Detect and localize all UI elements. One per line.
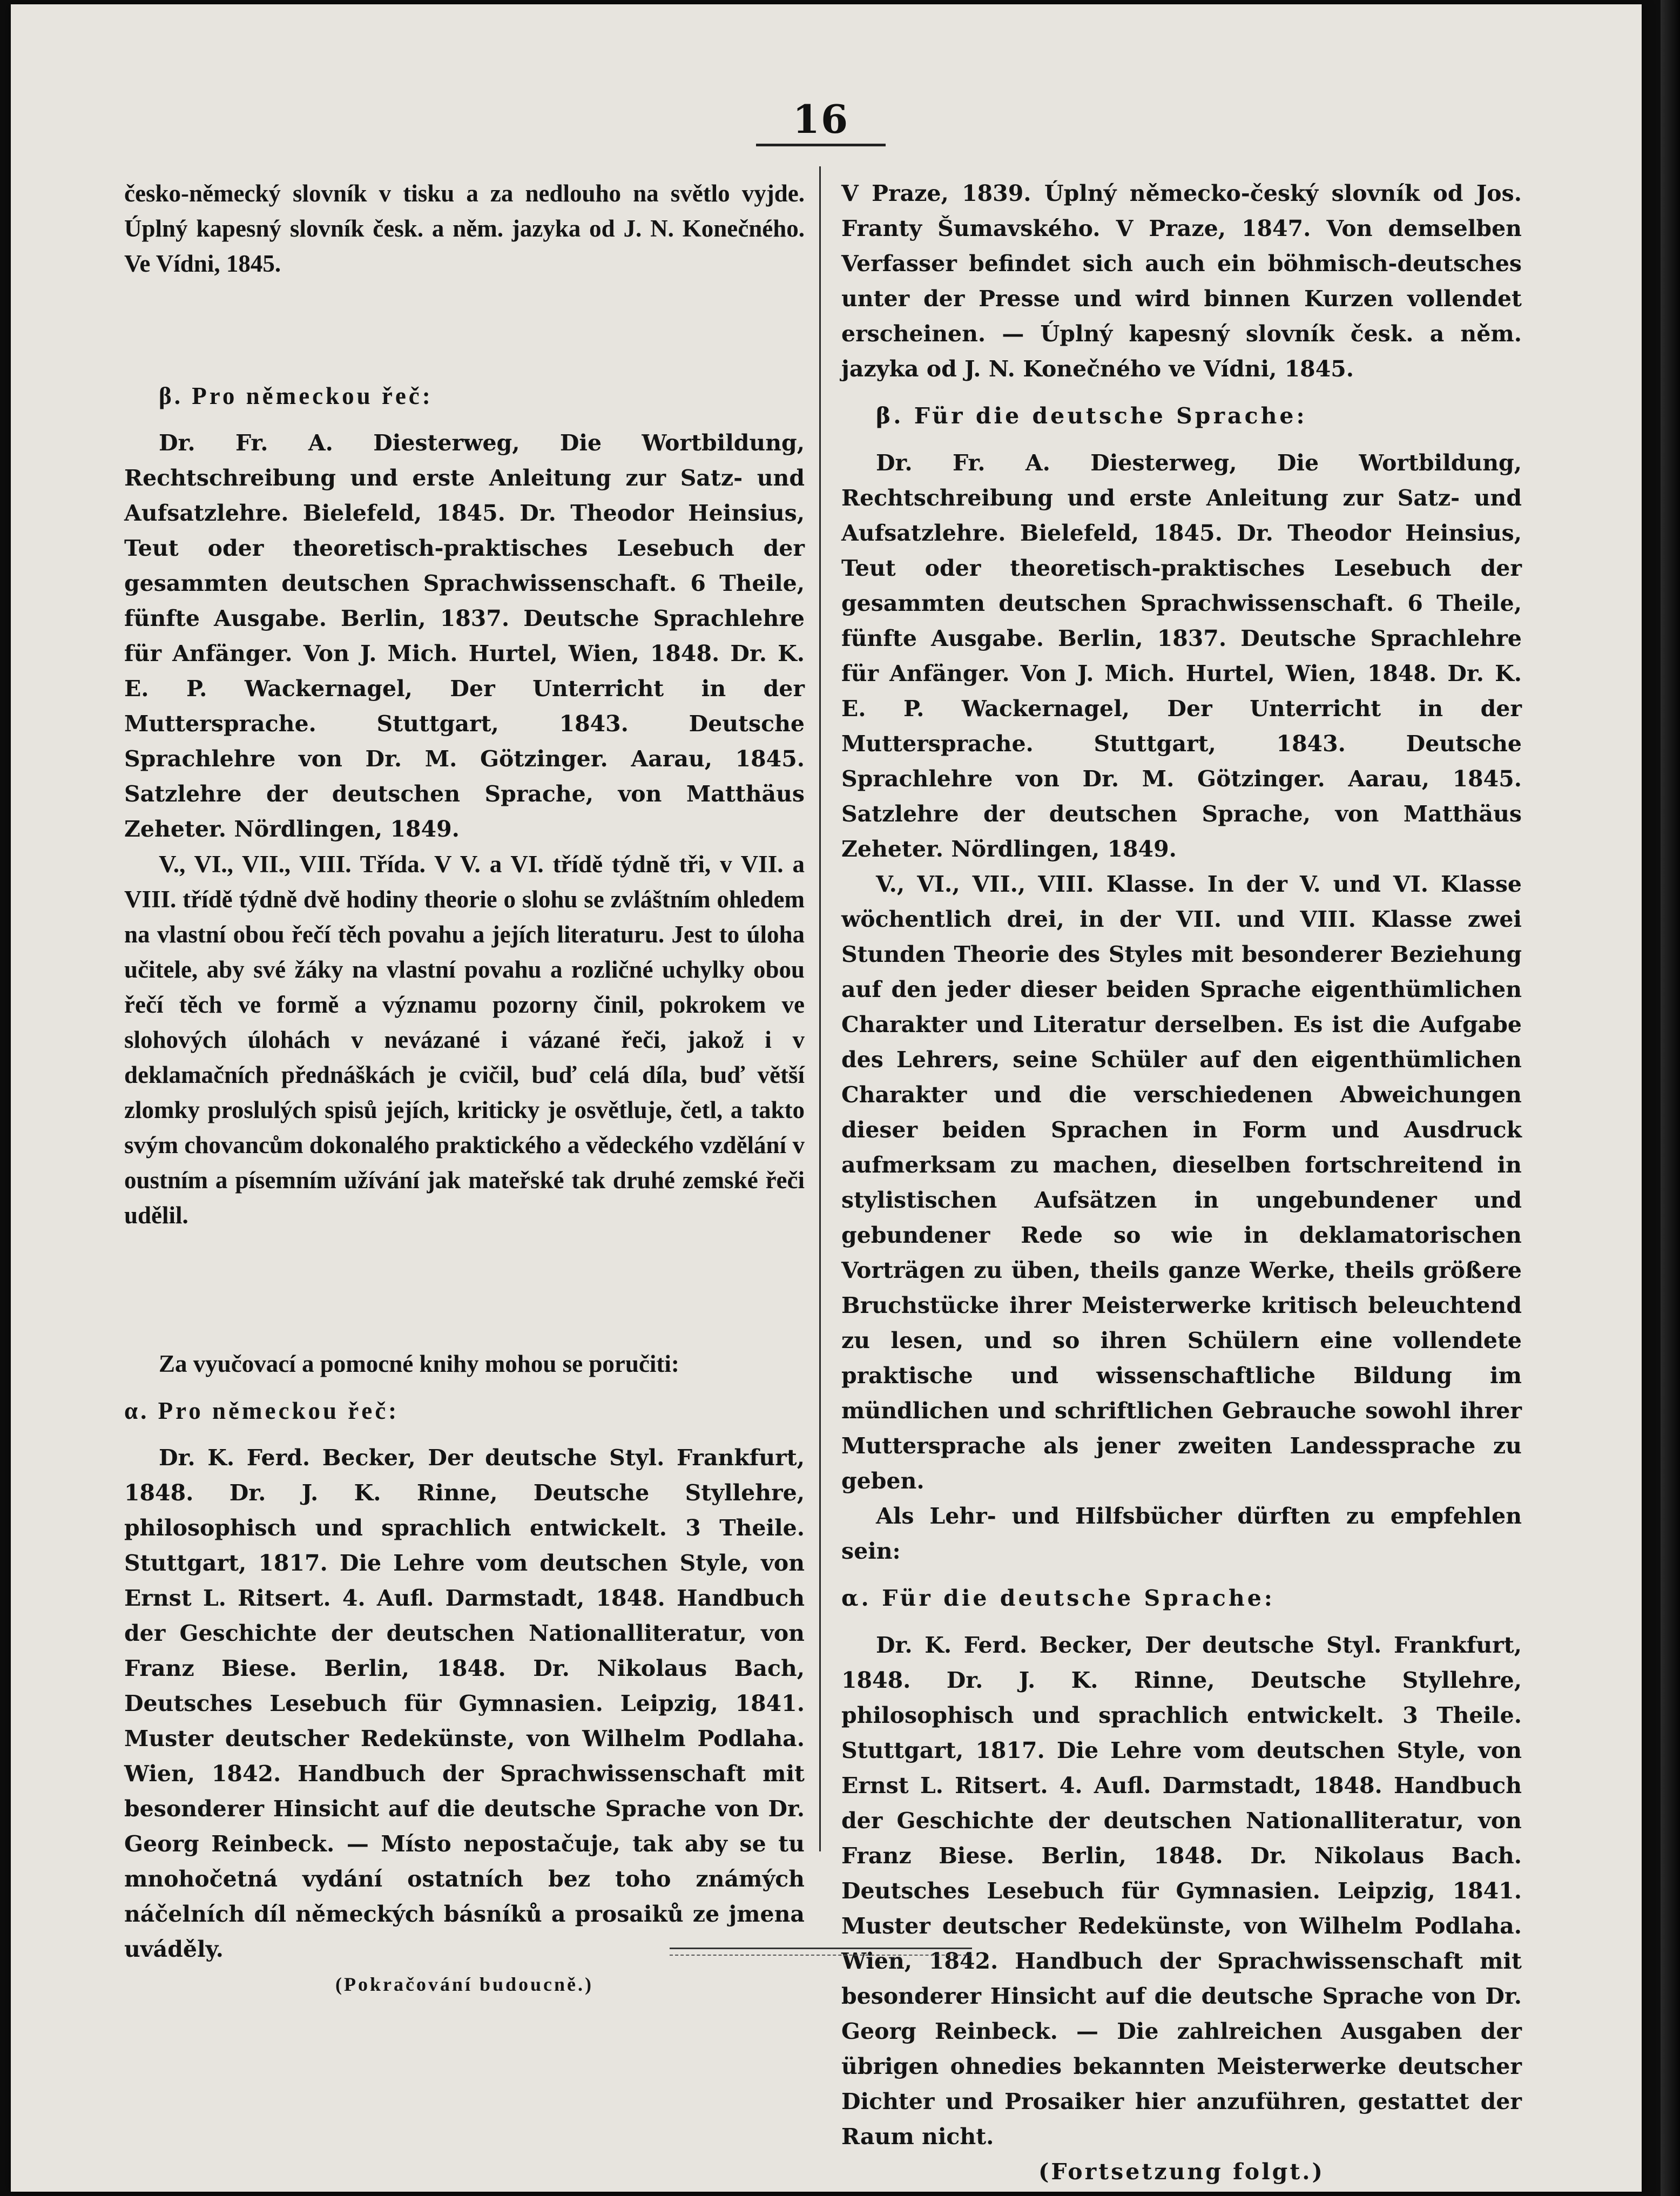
left-continuation-note: (Pokračování budoucně.) [335,1973,594,1995]
right-beta-heading: β. Für die deutsche Sprache: [876,403,1307,429]
page-number-rule [756,144,886,146]
left-beta-heading: β. Pro německou řeč: [159,382,433,409]
right-column-german [841,176,1522,2190]
right-books-intro: Als Lehr- und Hilfsbücher dürften zu empfehlen sein: [841,1503,1522,1564]
document-page [11,4,1642,2192]
right-beta-booklist: Dr. Fr. A. Diesterweg, Die Wortbildung, Rechtschreibung und erste Anleitung zur Satz- und Aufsatzlehre. Bielefeld, 1845. Dr. Theodor Heinsius, Teut oder theoretisch-praktisches Lesebuch der gesammten deutschen Sprachwissenschaft. 6 Theile, fünfte Ausgabe. Berlin, 1837. Deutsche Sprachlehre für Anfänger. Von J. Mich. Hurtel, Wien, 1848. Dr. K. E. P. Wackernagel, Der Unterricht in der Muttersprache. Stuttgart, 1843. Deutsche Sprachlehre von Dr. M. Götzinger. Aarau, 1845. Satzlehre der deutschen Sprache, von Matthäus Zeheter. Nördlingen, 1849. [841,450,1522,862]
left-alpha-heading: α. Pro německou řeč: [124,1397,400,1424]
right-alpha-heading: α. Für die deutsche Sprache: [841,1585,1275,1611]
left-books-intro: Za vyučovací a pomocné knihy mohou se poručiti: [159,1350,679,1377]
left-intro-paragraph: česko-německý slovník v tisku a za nedlouho na světlo vyjde. Úplný kapesný slovník česk. a něm. jazyka od J. N. Konečného. Ve Vídni, 1845. [124,180,805,277]
end-of-section-rule [670,1948,972,1956]
left-column-czech [124,176,805,2002]
column-divider [819,166,821,1851]
left-alpha-booklist: Dr. K. Ferd. Becker, Der deutsche Styl. Frankfurt, 1848. Dr. J. K. Rinne, Deutsche Styllehre, philosophisch und sprachlich entwickelt. 3 Theile. Stuttgart, 1817. Die Lehre vom deutschen Style, von Ernst L. Ritsert. 4. Aufl. Darmstadt, 1848. Handbuch der Geschichte der deutschen Nationalliteratur, von Franz Biese. Berlin, 1848. Dr. Nikolaus Bach, Deutsches Lesebuch für Gymnasien. Leipzig, 1841. Muster deutscher Redekünste, von Wilhelm Podlaha. Wien, 1842. Handbuch der Sprachwissenschaft mit besonderer Hinsicht auf die deutsche Sprache von Dr. Georg Reinbeck. — Místo nepostačuje, tak aby se tu mnohočetná vydání ostatních bez toho známých náčelních díl německých básníků a prosaiků ze jmena uváděly. [124,1445,805,1962]
page-number: 16 [792,96,849,142]
right-intro-paragraph: V Praze, 1839. Úplný německo-český slovník od Jos. Franty Šumavského. V Praze, 1847. Von demselben Verfasser befindet sich auch ein böhmisch-deutsches unter der Presse und wird binnen Kurzen vollendet erscheinen. — Úplný kapesný slovník česk. a něm. jazyka od J. N. Konečného ve Vídni, 1845. [841,180,1522,382]
right-continuation-note: (Fortsetzung folgt.) [1038,2159,1325,2185]
left-classes-paragraph: V., VI., VII., VIII. Třída. V V. a VI. třídě týdně tři, v VII. a VIII. třídě týdně dvě hodiny theorie o slohu se zvláštním ohledem na vlastní obou řečí těch povahu a jejích literaturu. Jest to úloha učitele, aby své žáky na vlastní povahu a rozličné uchylky obou řečí těch ve formě a významu pozorny činil, pokrokem ve slohových úlohách v nevázané i vázané řeči, jakož i v deklamačních přednáškách je cvičil, buď celá díla, buď větší zlomky proslulých spisů jejích, kriticky je osvětluje, četl, a takto svým chovancům dokonalého praktického a vědeckého vzdělání v oustním a písemním užívání jak mateřské tak druhé zemské řeči udělil. [124,851,805,1229]
right-alpha-booklist: Dr. K. Ferd. Becker, Der deutsche Styl. Frankfurt, 1848. Dr. J. K. Rinne, Deutsche Styllehre, philosophisch und sprachlich entwickelt. 3 Theile. Stuttgart, 1817. Die Lehre vom deutschen Style, von Ernst L. Ritsert. 4. Aufl. Darmstadt, 1848. Handbuch der Geschichte der deutschen Nationalliteratur, von Franz Biese. Berlin, 1848. Dr. Nikolaus Bach. Deutsches Lesebuch für Gymnasien. Leipzig, 1841. Muster deutscher Redekünste, von Wilhelm Podlaha. Wien, 1842. Handbuch der Sprachwissenschaft mit besonderer Hinsicht auf die deutsche Sprache von Dr. Georg Reinbeck. — Die zahlreichen Ausgaben der übrigen ohnedies bekannten Meisterwerke deutscher Dichter und Prosaiker hier anzuführen, gestattet der Raum nicht. [841,1632,1522,2150]
scan-edge-shadow [1661,0,1680,2196]
left-beta-booklist: Dr. Fr. A. Diesterweg, Die Wortbildung, Rechtschreibung und erste Anleitung zur Satz- und Aufsatzlehre. Bielefeld, 1845. Dr. Theodor Heinsius, Teut oder theoretisch-praktisches Lesebuch der gesammten deutschen Sprachwissenschaft. 6 Theile, fünfte Ausgabe. Berlin, 1837. Deutsche Sprachlehre für Anfänger. Von J. Mich. Hurtel, Wien, 1848. Dr. K. E. P. Wackernagel, Der Unterricht in der Muttersprache. Stuttgart, 1843. Deutsche Sprachlehre von Dr. M. Götzinger. Aarau, 1845. Satzlehre der deutschen Sprache, von Matthäus Zeheter. Nördlingen, 1849. [124,430,805,842]
right-classes-paragraph: V., VI., VII., VIII. Klasse. In der V. und VI. Klasse wöchentlich drei, in der VII. und VIII. Klasse zwei Stunden Theorie des Styles mit besonderer Beziehung auf den jeder dieser beiden Sprache eigenthümlichen Charakter und Literatur derselben. Es ist die Aufgabe des Lehrers, seine Schüler auf den eigenthümlichen Charakter und die verschiedenen Abweichungen dieser beiden Sprachen in Form und Ausdruck aufmerksam zu machen, dieselben fortschreitend in stylistischen Aufsätzen in ungebundener und gebundener Rede so wie in deklamatorischen Vorträgen zu üben, theils ganze Werke, theils größere Bruchstücke ihrer Meisterwerke kritisch beleuchtend zu lesen, und so ihren Schülern eine vollendete praktische und wissenschaftliche Bildung im mündlichen und schriftlichen Gebrauche sowohl ihrer Muttersprache als jener zweiten Landessprache zu geben. [841,871,1522,1494]
